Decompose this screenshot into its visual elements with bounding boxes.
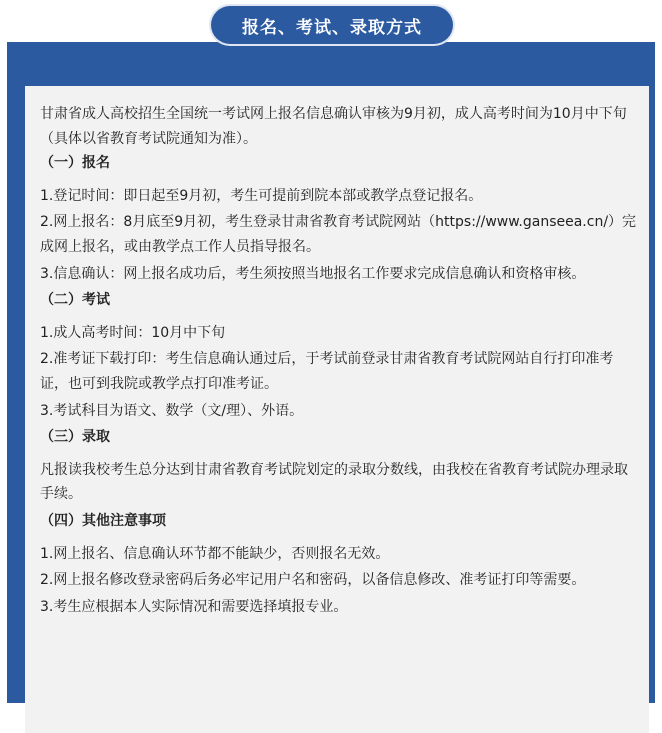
exam-item-3: 3.考试科目为语文、数学（文/理）、外语。 xyxy=(40,402,304,419)
section-heading-exam: （二）考试 xyxy=(40,292,110,309)
outer-frame xyxy=(7,42,655,703)
page-title-banner: 报名、考试、录取方式 xyxy=(211,6,453,44)
section-heading-notes: （四）其他注意事项 xyxy=(40,512,166,529)
admission-item-1: 凡报读我校考生总分达到甘肃省教育考试院划定的录取分数线，由我校在省教育考试院办理录取手续。 xyxy=(40,461,628,503)
exam-item-1: 1.成人高考时间：10月中下旬 xyxy=(40,324,226,341)
section-heading-admission: （三）录取 xyxy=(40,429,110,446)
registration-item-1: 1.登记时间：即日起至9月初，考生可提前到院本部或教学点登记报名。 xyxy=(40,187,483,204)
registration-item-2: 2.网上报名：8月底至9月初，考生登录甘肃省教育考试院网站（https://www.ganseea.cn/）完成网上报名，或由教学点工作人员指导报名。 xyxy=(40,214,637,255)
article-body xyxy=(40,102,638,621)
exam-item-2: 2.准考证下载打印：考生信息确认通过后，于考试前登录甘肃省教育考试院网站自行打印准考证，也可到我院或教学点打印准考证。 xyxy=(40,351,614,392)
notes-item-1: 1.网上报名、信息确认环节都不能缺少，否则报名无效。 xyxy=(40,545,390,562)
notes-item-3: 3.考生应根据本人实际情况和需要选择填报专业。 xyxy=(40,598,348,615)
section-heading-registration: （一）报名 xyxy=(40,155,110,172)
registration-item-3: 3.信息确认：网上报名成功后，考生须按照当地报名工作要求完成信息确认和资格审核。 xyxy=(40,265,586,282)
intro-paragraph: 甘肃省成人高校招生全国统一考试网上报名信息确认审核为9月初，成人高考时间为10月中下旬（具体以省教育考试院通知为准）。 xyxy=(40,106,627,147)
content-panel xyxy=(25,86,649,733)
notes-item-2: 2.网上报名修改登录密码后务必牢记用户名和密码，以备信息修改、准考证打印等需要。 xyxy=(40,572,586,589)
